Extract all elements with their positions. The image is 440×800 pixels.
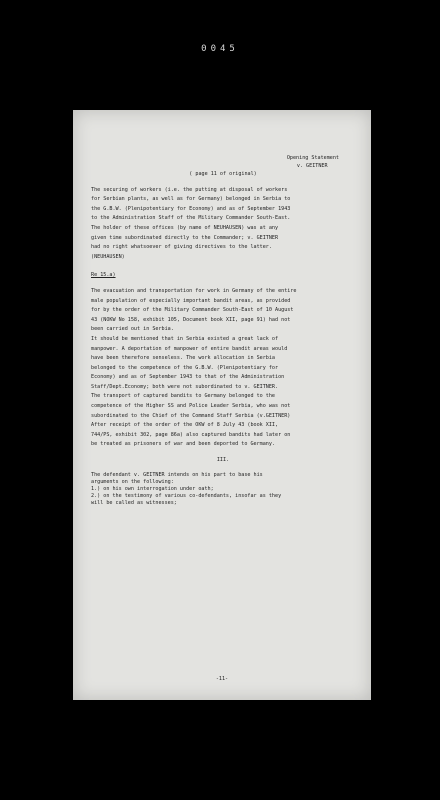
roman-heading: III. <box>216 457 230 464</box>
text-line: competence of the Higher SS and Police Leader Serbia, who was not <box>91 403 291 410</box>
text-line: for by the order of the Military Commander South-East of 10 August <box>91 307 294 314</box>
text-line: The holder of these offices (by name of NEUHAUSEN) was at any <box>91 224 279 231</box>
text-line: to the Administration Staff of the Military Commander South-East. <box>91 215 291 222</box>
page-note: ( page 11 of original) <box>189 171 257 177</box>
text-line: Staff/Dept.Economy; both were not subordinated to v. GEITNER. <box>91 383 279 390</box>
text-line: (NEUHAUSEN) <box>91 253 125 260</box>
text-line: arguments on the following: <box>91 478 174 485</box>
list-item: 1.) on his own interrogation under oath; <box>91 485 214 492</box>
text-line: The securing of workers (i.e. the putting at disposal of workers <box>91 186 288 193</box>
text-line: The evacuation and transportation for work in Germany of the entire <box>91 287 297 294</box>
list-item: will be called as witnesses; <box>91 499 177 506</box>
text-line: Economy) and as of September 1943 to that of the Administration <box>91 374 285 381</box>
list-item: 2.) on the testimony of various co-defendants, insofar as they <box>91 492 282 499</box>
page-number: -11- <box>215 676 229 682</box>
document-header <box>287 154 339 170</box>
text-line: After receipt of the order of the OKW of 8 July 43 (book XII, <box>91 422 279 429</box>
text-line: the G.B.W. (Plenipotentiary for Economy) and as of September 1943 <box>91 205 291 212</box>
text-line: been carried out in Serbia. <box>91 326 174 333</box>
text-line: It should be mentioned that in Serbia existed a great lack of <box>91 335 279 342</box>
text-line: The transport of captured bandits to Germany belonged to the <box>91 393 276 400</box>
text-line: manpower. A deportation of manpower of entire bandit areas would <box>91 345 288 352</box>
text-line: had no right whatsoever of giving directives to the latter. <box>91 244 272 251</box>
text-line: 744/PS, exhibit 302, page 86a) also captured bandits had later on <box>91 431 291 438</box>
document-page <box>73 110 371 700</box>
text-line: be treated as prisoners of war and been deported to Germany. <box>91 441 276 448</box>
frame-number: 0045 <box>201 44 239 54</box>
header-title: Opening Statement <box>286 155 339 161</box>
header-defendant: v. GEITNER <box>296 163 328 169</box>
text-line: belonged to the competence of the G.B.W. (Plenipotentiary for <box>91 364 279 371</box>
section-heading: Re 15.a) <box>91 272 116 279</box>
text-line: for Serbian plants, as well as for Germany) belonged in Serbia to <box>91 196 291 203</box>
defendant-arguments <box>91 472 355 507</box>
document-body <box>91 170 355 507</box>
text-line: given time subordinated directly to the Commander; v. GEITNER <box>91 234 279 241</box>
paragraph-workers <box>91 186 355 263</box>
text-line: The defendant v. GEITNER intends on his part to base his <box>91 471 263 478</box>
text-line: 43 (NOKW No 158, exhibit 105, Document book XII, page 91) had not <box>91 316 291 323</box>
text-line: male population of especially important bandit areas, as provided <box>91 297 291 304</box>
paragraph-evacuation <box>91 287 355 450</box>
text-line: subordinated to the Chief of the Command Staff Serbia (v.GEITNER) <box>91 412 291 419</box>
text-line: have been therefore senseless. The work allocation in Serbia <box>91 355 276 362</box>
